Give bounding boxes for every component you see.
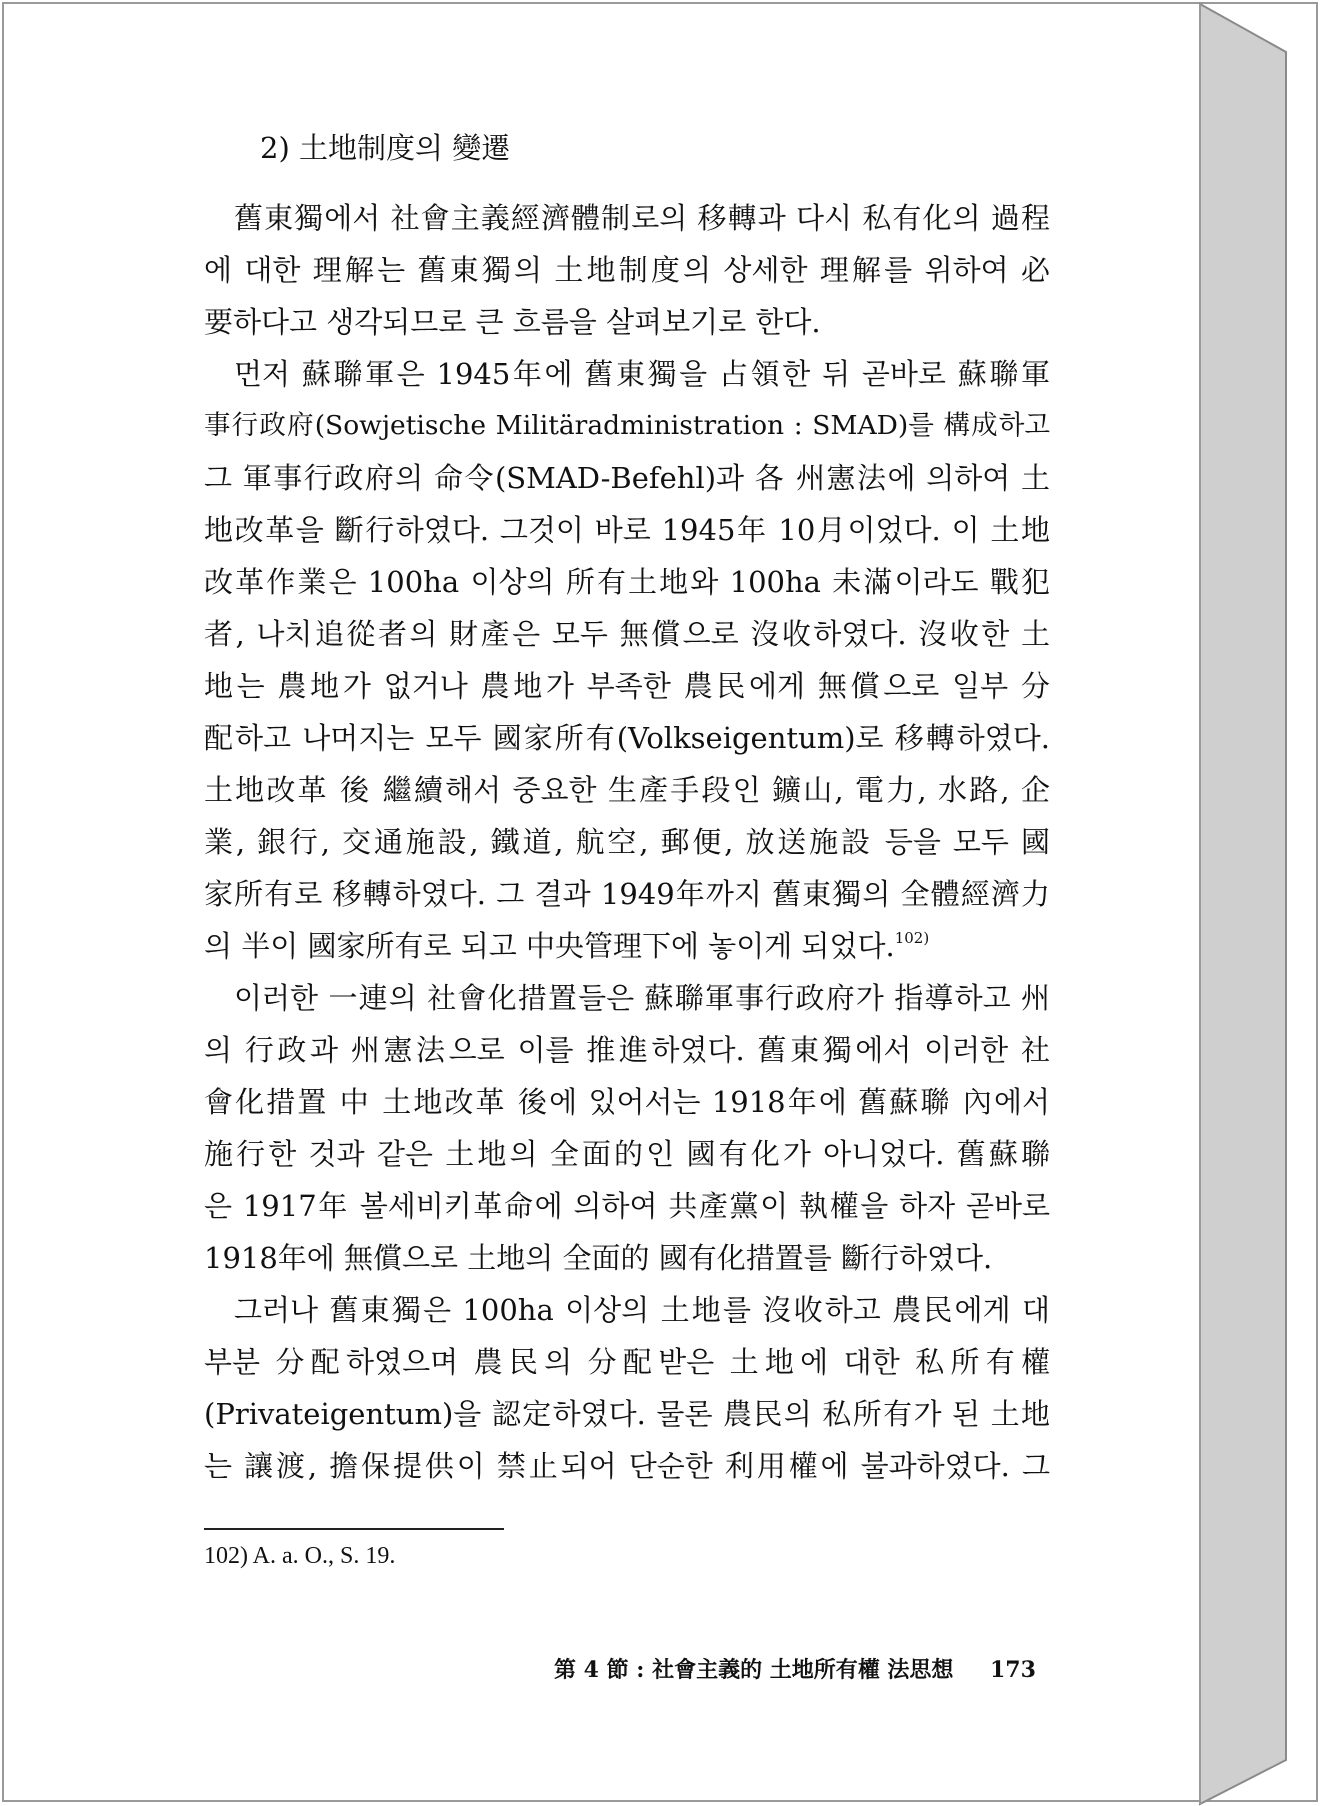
body-line: (Privateigentum)을 認定하였다. 물론 農民의 私所有가 된 土地 <box>204 1397 1050 1431</box>
body-line: 부분 分配하였으며 農民의 分配받은 土地에 대한 私所有權 <box>204 1345 1050 1379</box>
section-heading: 2) 土地制度의 變遷 <box>260 131 511 165</box>
body-line: 事行政府(Sowjetische Militäradministration : SMAD)를 構成하고 <box>204 410 1050 441</box>
body-line: 改革作業은 100ha 이상의 所有土地와 100ha 未滿이라도 戰犯 <box>204 565 1050 599</box>
body-line: 은 1917年 볼세비키革命에 의하여 共產黨이 執權을 하자 곧바로 <box>204 1189 1050 1223</box>
body-line: 에 대한 理解는 舊東獨의 土地制度의 상세한 理解를 위하여 必 <box>204 253 1050 287</box>
body-line: 會化措置 中 土地改革 後에 있어서는 1918年에 舊蘇聯 內에서 <box>204 1085 1050 1119</box>
body-line: 土地改革 後 繼續해서 중요한 生產手段인 鑛山, 電力, 水路, 企 <box>204 773 1050 807</box>
body-line: 의 行政과 州憲法으로 이를 推進하였다. 舊東獨에서 이러한 社 <box>204 1033 1050 1067</box>
footnote: 102) A. a. O., S. 19. <box>204 1543 396 1569</box>
body-line: 要하다고 생각되므로 큰 흐름을 살펴보기로 한다. <box>204 305 821 339</box>
body-line: 는 讓渡, 擔保提供이 禁止되어 단순한 利用權에 불과하였다. 그 <box>204 1449 1050 1483</box>
body-line: 者, 나치追從者의 財產은 모두 無償으로 沒收하였다. 沒收한 土 <box>204 617 1050 651</box>
footnote-reference: 102) <box>894 929 930 947</box>
body-line: 家所有로 移轉하였다. 그 결과 1949年까지 舊東獨의 全體經濟力 <box>204 877 1050 911</box>
body-line: 1918年에 無償으로 土地의 全面的 國有化措置를 斷行하였다. <box>204 1241 993 1275</box>
body-line: 業, 銀行, 交通施設, 鐵道, 航空, 郵便, 放送施設 등을 모두 國 <box>204 825 1050 859</box>
page-number: 173 <box>990 1657 1036 1683</box>
body-line: 地改革을 斷行하였다. 그것이 바로 1945年 10月이었다. 이 土地 <box>204 513 1050 547</box>
footnote-divider <box>204 1528 504 1530</box>
body-line: 먼저 蘇聯軍은 1945年에 舊東獨을 占領한 뒤 곧바로 蘇聯軍 <box>234 357 1050 391</box>
body-line: 그 軍事行政府의 命令(SMAD-Befehl)과 各 州憲法에 의하여 土 <box>204 461 1050 495</box>
body-line: 地는 農地가 없거나 農地가 부족한 農民에게 無償으로 일부 分 <box>204 669 1050 703</box>
body-line: 이러한 一連의 社會化措置들은 蘇聯軍事行政府가 指導하고 州 <box>234 981 1050 1015</box>
body-line-text: 의 半이 國家所有로 되고 中央管理下에 놓이게 되었다. <box>204 929 895 963</box>
running-footer: 第 4 節 : 社會主義的 土地所有權 法思想 <box>554 1657 954 1683</box>
body-line-with-footnote <box>204 926 1050 966</box>
body-line: 舊東獨에서 社會主義經濟體制로의 移轉과 다시 私有化의 過程 <box>234 201 1050 235</box>
body-line: 配하고 나머지는 모두 國家所有(Volkseigentum)로 移轉하였다. <box>204 721 1050 755</box>
body-line: 施行한 것과 같은 土地의 全面的인 國有化가 아니었다. 舊蘇聯 <box>204 1137 1050 1171</box>
body-line: 그러나 舊東獨은 100ha 이상의 土地를 沒收하고 農民에게 대 <box>234 1293 1050 1327</box>
